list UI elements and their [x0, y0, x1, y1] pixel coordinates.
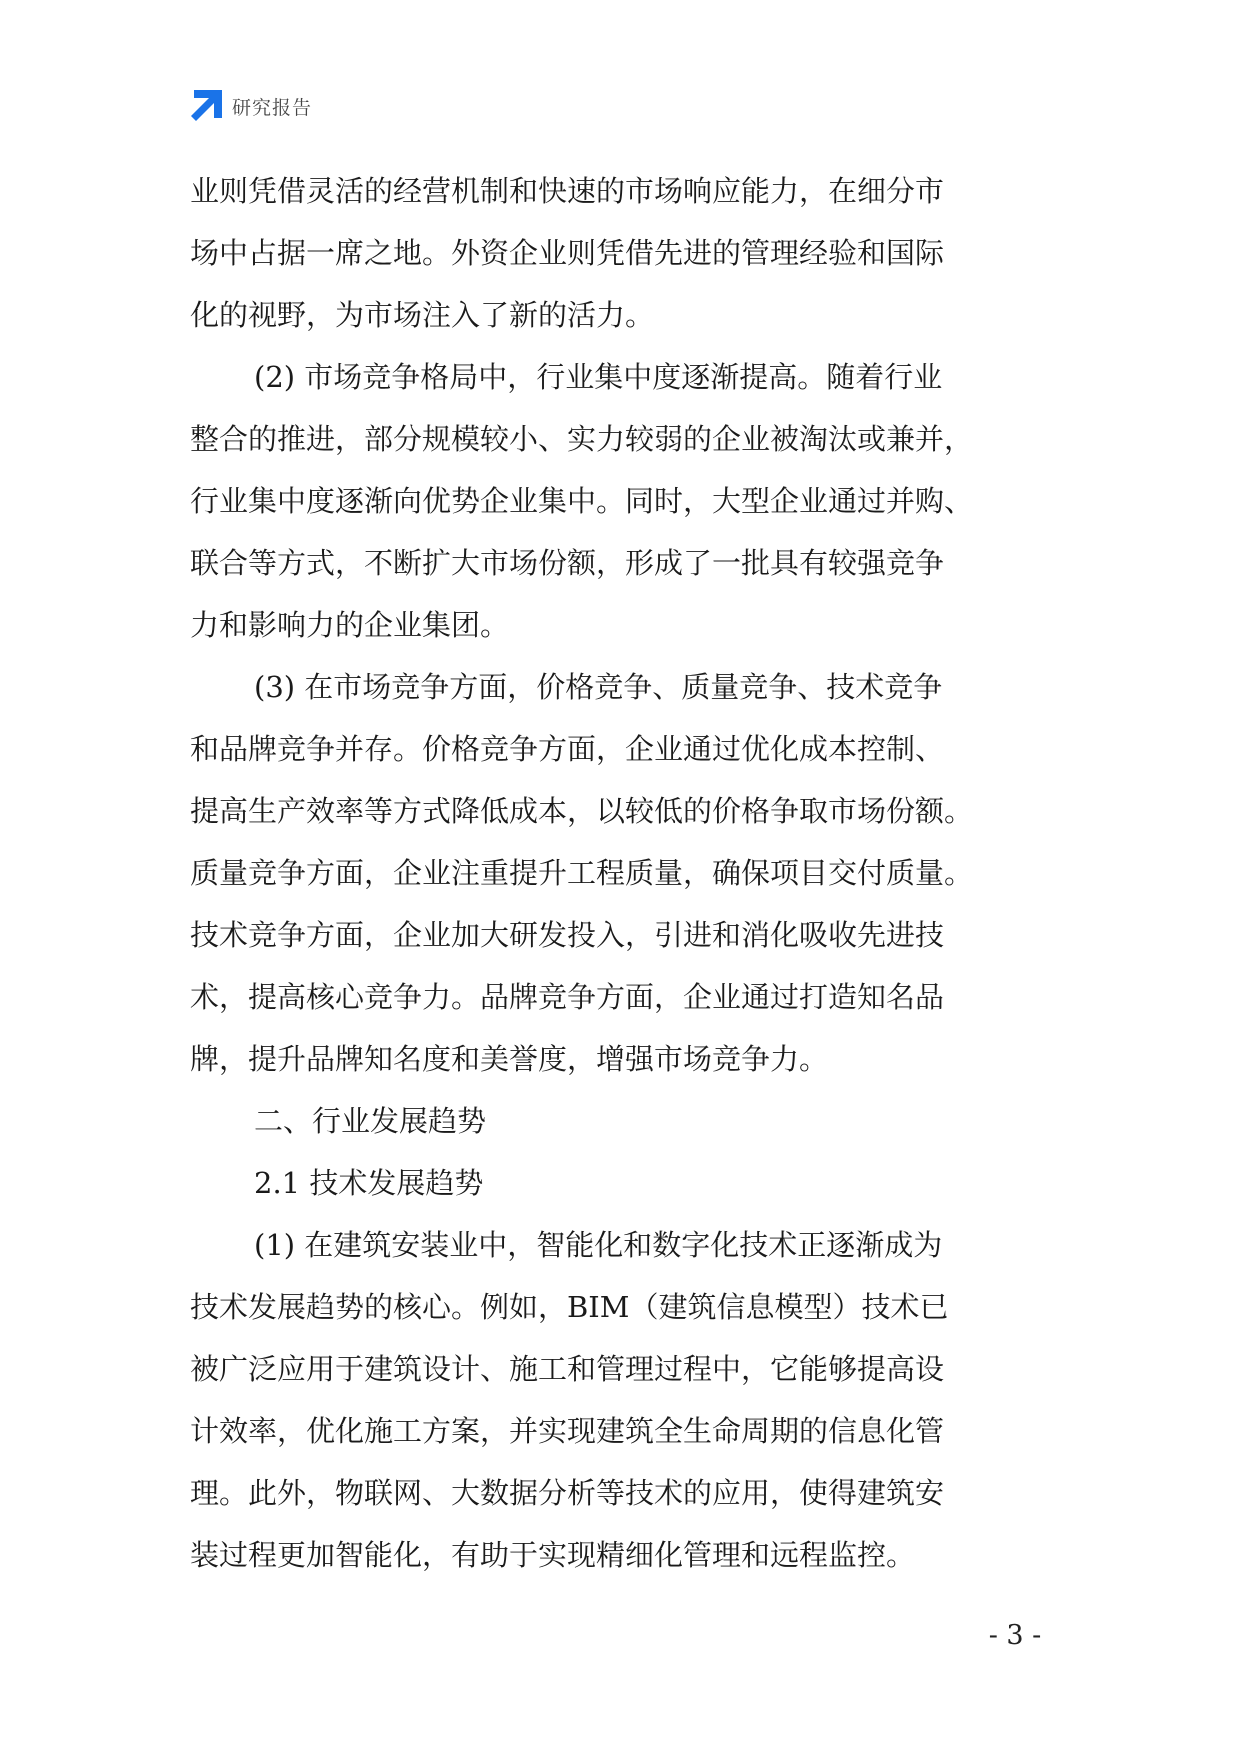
text-line: 化的视野，为市场注入了新的活力。 [190, 298, 655, 332]
text-line: 业则凭借灵活的经营机制和快速的市场响应能力，在细分市 [190, 174, 945, 208]
text-line: 场中占据一席之地。外资企业则凭借先进的管理经验和国际 [190, 236, 945, 270]
text-line: 术，提高核心竞争力。品牌竞争方面，企业通过打造知名品 [190, 980, 945, 1014]
text-line: 联合等方式，不断扩大市场份额，形成了一批具有较强竞争 [190, 546, 945, 580]
paragraph-1 [190, 160, 1055, 346]
document-body [190, 160, 1055, 1586]
paragraph-4 [190, 1214, 1055, 1586]
section-heading: 二、行业发展趋势 [254, 1104, 487, 1138]
text-line: 计效率，优化施工方案，并实现建筑全生命周期的信息化管 [190, 1414, 945, 1448]
text-line: 质量竞争方面，企业注重提升工程质量，确保项目交付质量。 [190, 856, 974, 890]
header-title: 研究报告 [232, 96, 313, 119]
text-line: 装过程更加智能化，有助于实现精细化管理和远程监控。 [190, 1538, 916, 1572]
text-line: 行业集中度逐渐向优势企业集中。同时，大型企业通过并购、 [190, 484, 974, 518]
report-header [190, 88, 312, 124]
text-line: 提高生产效率等方式降低成本，以较低的价格争取市场份额。 [190, 794, 974, 828]
text-line: 理。此外，物联网、大数据分析等技术的应用，使得建筑安 [190, 1476, 945, 1510]
subsection-heading: 2.1 技术发展趋势 [254, 1166, 484, 1200]
text-line: 整合的推进，部分规模较小、实力较弱的企业被淘汰或兼并， [190, 422, 974, 456]
text-line: (1) 在建筑安装业中，智能化和数字化技术正逐渐成为 [254, 1228, 943, 1262]
text-line: 被广泛应用于建筑设计、施工和管理过程中，它能够提高设 [190, 1352, 945, 1386]
paragraph-2 [190, 346, 1055, 656]
text-line: 力和影响力的企业集团。 [190, 608, 510, 642]
text-line: (2) 市场竞争格局中，行业集中度逐渐提高。随着行业 [254, 360, 943, 394]
text-line: (3) 在市场竞争方面，价格竞争、质量竞争、技术竞争 [254, 670, 943, 704]
text-line: 技术竞争方面，企业加大研发投入，引进和消化吸收先进技 [190, 918, 945, 952]
paragraph-3 [190, 656, 1055, 1090]
text-line: 技术发展趋势的核心。例如，BIM（建筑信息模型）技术已 [190, 1290, 949, 1324]
page-number: - 3 - [988, 1620, 1042, 1651]
report-logo-arrow-icon [190, 90, 222, 122]
text-line: 牌，提升品牌知名度和美誉度，增强市场竞争力。 [190, 1042, 829, 1076]
text-line: 和品牌竞争并存。价格竞争方面，企业通过优化成本控制、 [190, 732, 945, 766]
